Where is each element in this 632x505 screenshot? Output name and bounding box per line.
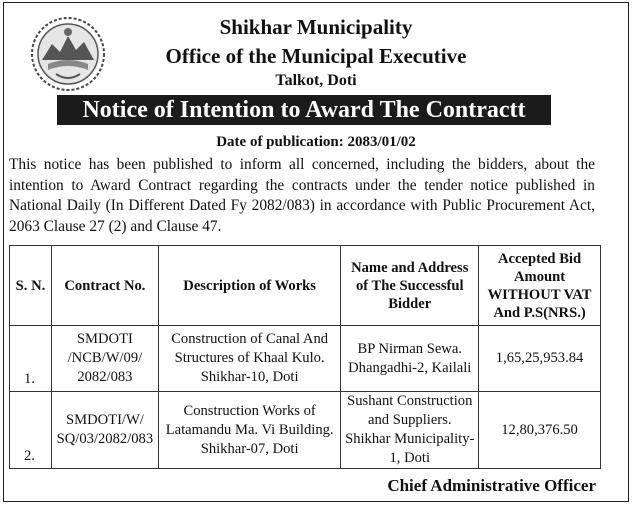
row-bidder: BP Nirman Sewa. Dhangadhi-2, Kailali <box>341 326 479 392</box>
row-contract-no: SMDOTI /NCB/W/09/ 2082/083 <box>51 326 158 392</box>
header-description: Description of Works <box>158 246 340 326</box>
office-name: Office of the Municipal Executive <box>165 44 467 68</box>
table-header-row <box>10 246 601 326</box>
row-sn: 2. <box>10 392 52 469</box>
header-bidder: Name and Address of The Successful Bidder <box>341 246 479 326</box>
signatory-title: Chief Administrative Officer <box>387 476 596 495</box>
row-description: Construction of Canal And Structures of Khaal Kulo. Shikhar-10, Doti <box>158 326 340 392</box>
table-row <box>10 326 601 392</box>
municipality-name: Shikhar Municipality <box>219 15 413 39</box>
publication-date: Date of publication: 2083/01/02 <box>216 134 416 150</box>
header-sn: S. N. <box>10 246 52 326</box>
header-amount: Accepted Bid Amount WITHOUT VAT And P.S(NRS.) <box>479 246 601 326</box>
row-contract-no: SMDOTI/W/ SQ/03/2082/083 <box>51 392 158 469</box>
notice-title: Notice of Intention to Award The Contractt <box>57 95 551 125</box>
award-table <box>9 245 601 469</box>
office-location: Talkot, Doti <box>275 72 357 89</box>
header-contract-no: Contract No. <box>51 246 158 326</box>
row-description: Construction Works of Latamandu Ma. Vi Building. Shikhar-07, Doti <box>158 392 340 469</box>
table-row <box>10 392 601 469</box>
row-bidder: Sushant Construction and Suppliers. Shikhar Municipality-1, Doti <box>341 392 479 469</box>
notice-body: This notice has been published to inform all concerned, including the bidders, about the intention to Award Contract regarding the contracts under the tender notice published in National Daily (In Different Dated Fy 2082/083) in accordance with Public Procurement Act, 2063 Clause 27 (2) and Clause 47. <box>9 156 595 235</box>
row-amount: 12,80,376.50 <box>479 392 601 469</box>
row-sn: 1. <box>10 326 52 392</box>
row-amount: 1,65,25,953.84 <box>479 326 601 392</box>
